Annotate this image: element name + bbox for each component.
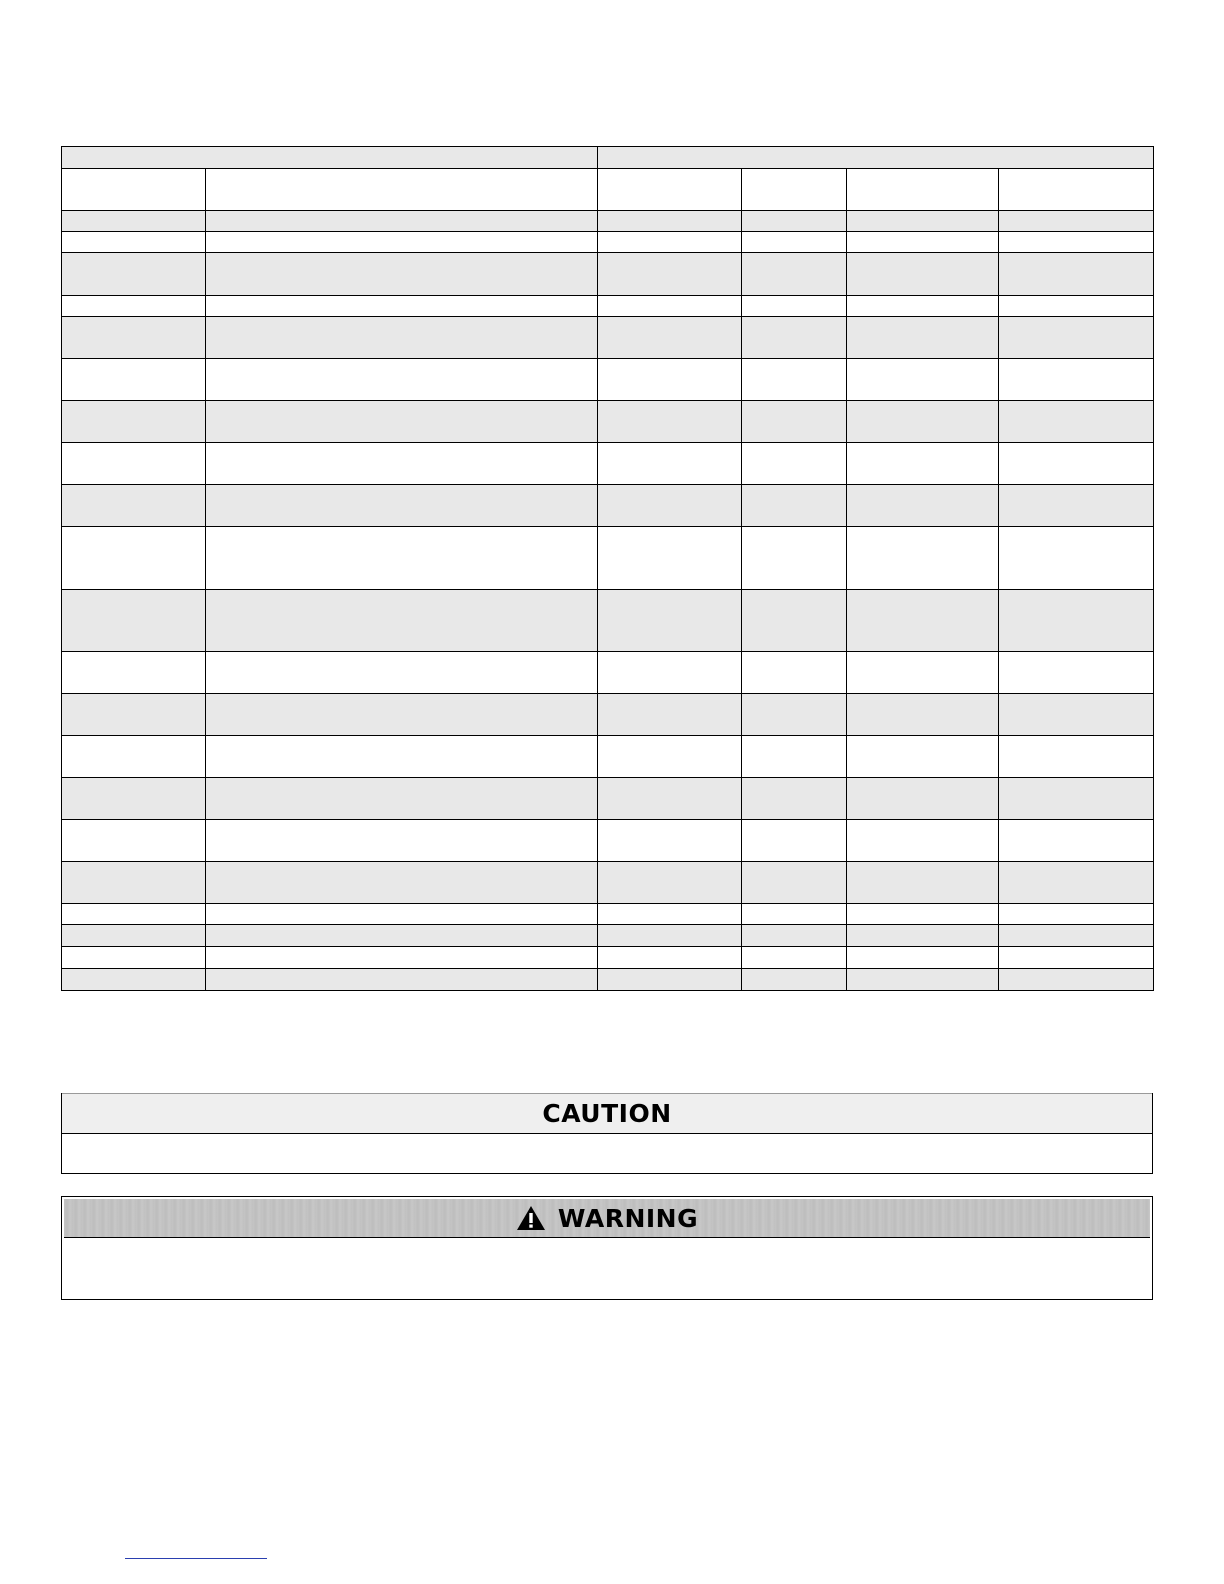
table-row: [62, 778, 1154, 820]
table-cell: [206, 443, 598, 485]
table-cell: [999, 443, 1154, 485]
table-cell: [598, 317, 742, 359]
table-cell: [62, 736, 206, 778]
table-cell: [598, 947, 742, 969]
table-cell: [598, 232, 742, 253]
table-cell: [742, 401, 847, 443]
group-header-right: [598, 147, 1154, 169]
table-cell: [62, 401, 206, 443]
table-cell: [598, 925, 742, 947]
table-row: [62, 317, 1154, 359]
table-cell: [206, 652, 598, 694]
table-column-header-row: [62, 169, 1154, 211]
table-cell: [62, 969, 206, 991]
table-cell: [847, 778, 999, 820]
table-cell: [999, 211, 1154, 232]
table-row: [62, 947, 1154, 969]
table-cell: [62, 778, 206, 820]
table-cell: [598, 969, 742, 991]
table-cell: [62, 527, 206, 590]
table-cell: [742, 694, 847, 736]
warning-title: WARNING: [557, 1203, 699, 1233]
table-cell: [598, 485, 742, 527]
table-cell: [742, 211, 847, 232]
table-cell: [742, 296, 847, 317]
table-cell: [598, 211, 742, 232]
table-cell: [742, 232, 847, 253]
table-cell: [999, 253, 1154, 296]
table-row: [62, 652, 1154, 694]
table-cell: [999, 694, 1154, 736]
parts-table: [61, 146, 1154, 991]
table-cell: [742, 652, 847, 694]
table-cell: [847, 590, 999, 652]
table-cell: [598, 443, 742, 485]
table-cell: [62, 296, 206, 317]
table-cell: [999, 296, 1154, 317]
table-group-header-row: [62, 147, 1154, 169]
table-cell: [62, 359, 206, 401]
table-cell: [62, 317, 206, 359]
table-cell: [206, 947, 598, 969]
table-cell: [62, 652, 206, 694]
footer-link-underline[interactable]: [125, 1558, 267, 1559]
table-cell: [598, 253, 742, 296]
table-cell: [206, 232, 598, 253]
table-cell: [598, 359, 742, 401]
table-cell: [206, 969, 598, 991]
table-cell: [847, 694, 999, 736]
table-cell: [742, 485, 847, 527]
table-cell: [999, 904, 1154, 925]
table-row: [62, 862, 1154, 904]
table-cell: [742, 778, 847, 820]
table-cell: [206, 904, 598, 925]
table-cell: [847, 820, 999, 862]
table-cell: [598, 652, 742, 694]
table-cell: [847, 232, 999, 253]
table-cell: [847, 947, 999, 969]
table-cell: [742, 736, 847, 778]
table-row: [62, 820, 1154, 862]
table-cell: [206, 211, 598, 232]
table-cell: [62, 253, 206, 296]
table-row: [62, 359, 1154, 401]
table-cell: [999, 947, 1154, 969]
table-cell: [206, 317, 598, 359]
table-cell: [742, 443, 847, 485]
column-header: [742, 169, 847, 211]
table-cell: [206, 527, 598, 590]
table-cell: [742, 862, 847, 904]
table-cell: [62, 820, 206, 862]
table-cell: [999, 485, 1154, 527]
table-cell: [742, 904, 847, 925]
table-cell: [847, 862, 999, 904]
table-row: [62, 527, 1154, 590]
table-cell: [847, 904, 999, 925]
table-cell: [847, 317, 999, 359]
table-cell: [847, 652, 999, 694]
table-cell: [999, 401, 1154, 443]
table-row: [62, 904, 1154, 925]
table-row: [62, 253, 1154, 296]
table-cell: [742, 253, 847, 296]
table-cell: [62, 590, 206, 652]
table-cell: [847, 736, 999, 778]
table-cell: [847, 969, 999, 991]
table-cell: [847, 485, 999, 527]
table-cell: [999, 778, 1154, 820]
table-cell: [999, 969, 1154, 991]
table-cell: [62, 211, 206, 232]
table-cell: [999, 232, 1154, 253]
table-cell: [206, 590, 598, 652]
table-cell: [847, 527, 999, 590]
table-cell: [62, 947, 206, 969]
table-cell: [847, 359, 999, 401]
table-cell: [999, 652, 1154, 694]
table-cell: [847, 296, 999, 317]
table-cell: [206, 862, 598, 904]
table-row: [62, 443, 1154, 485]
table-cell: [999, 862, 1154, 904]
caution-title: CAUTION: [542, 1099, 672, 1128]
table-row: [62, 694, 1154, 736]
table-cell: [62, 443, 206, 485]
table-cell: [206, 296, 598, 317]
table-cell: [847, 253, 999, 296]
warning-triangle-icon: [516, 1205, 546, 1231]
table-cell: [62, 694, 206, 736]
column-header: [598, 169, 742, 211]
table-cell: [598, 296, 742, 317]
column-header: [62, 169, 206, 211]
table-cell: [206, 736, 598, 778]
table-cell: [62, 485, 206, 527]
table-cell: [999, 527, 1154, 590]
table-row: [62, 232, 1154, 253]
table-row: [62, 485, 1154, 527]
table-cell: [598, 694, 742, 736]
table-row: [62, 925, 1154, 947]
column-header: [847, 169, 999, 211]
table-cell: [206, 401, 598, 443]
table-cell: [999, 820, 1154, 862]
table-cell: [598, 590, 742, 652]
table-cell: [206, 778, 598, 820]
caution-header: [62, 1093, 1152, 1134]
table-cell: [598, 862, 742, 904]
group-header-left: [62, 147, 598, 169]
table-cell: [742, 317, 847, 359]
table-row: [62, 736, 1154, 778]
table-cell: [598, 401, 742, 443]
table-row: [62, 211, 1154, 232]
table-cell: [598, 527, 742, 590]
table-cell: [847, 925, 999, 947]
table-cell: [206, 485, 598, 527]
table-cell: [62, 925, 206, 947]
table-cell: [598, 820, 742, 862]
table-cell: [847, 443, 999, 485]
table-cell: [999, 590, 1154, 652]
table-cell: [742, 359, 847, 401]
table-cell: [206, 359, 598, 401]
table-cell: [598, 778, 742, 820]
table-cell: [206, 253, 598, 296]
caution-notice: [61, 1093, 1153, 1174]
table-cell: [847, 211, 999, 232]
table-cell: [847, 401, 999, 443]
table-cell: [62, 904, 206, 925]
table-cell: [999, 925, 1154, 947]
warning-notice: [61, 1196, 1153, 1300]
table-cell: [598, 736, 742, 778]
column-header: [999, 169, 1154, 211]
table-cell: [206, 820, 598, 862]
table-cell: [742, 820, 847, 862]
table-cell: [62, 862, 206, 904]
warning-header: [64, 1199, 1150, 1238]
table-row: [62, 969, 1154, 991]
table-row: [62, 590, 1154, 652]
table-cell: [742, 590, 847, 652]
table-cell: [742, 947, 847, 969]
table-cell: [742, 969, 847, 991]
table-cell: [742, 527, 847, 590]
table-row: [62, 401, 1154, 443]
column-header: [206, 169, 598, 211]
table-cell: [598, 904, 742, 925]
table-cell: [206, 694, 598, 736]
table-cell: [999, 317, 1154, 359]
table-cell: [999, 736, 1154, 778]
table-cell: [999, 359, 1154, 401]
table-cell: [206, 925, 598, 947]
table-row: [62, 296, 1154, 317]
table-cell: [742, 925, 847, 947]
table-cell: [62, 232, 206, 253]
